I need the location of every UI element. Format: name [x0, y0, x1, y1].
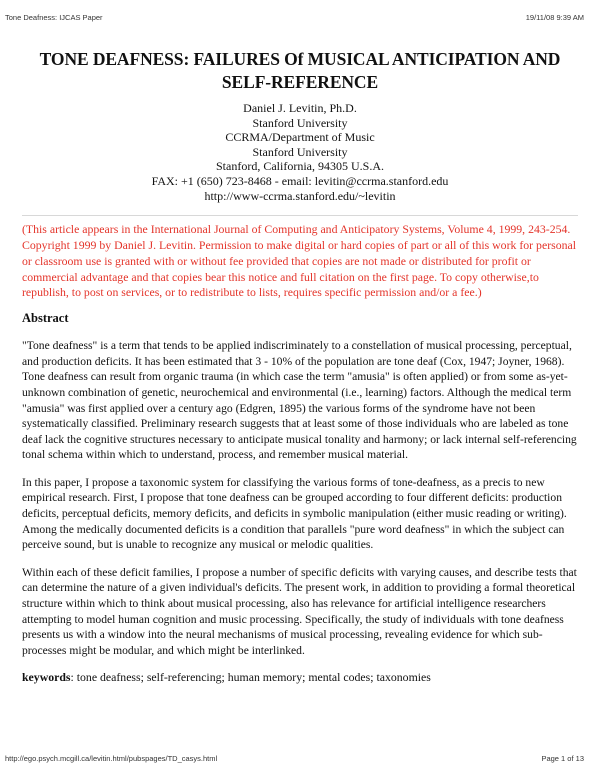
abstract-heading: Abstract — [22, 311, 69, 326]
author-affiliation: Stanford University — [252, 115, 348, 130]
author-contact: FAX: +1 (650) 723-8468 - email: levitin@ccrma.stanford.edu — [151, 173, 449, 188]
keywords-line — [22, 670, 578, 685]
author-university: Stanford University — [252, 144, 348, 159]
author-address: Stanford, California, 94305 U.S.A. — [216, 159, 384, 174]
abstract-paragraph-3: Within each of these deficit families, I propose a number of specific deficits with varying causes, and describe tests that can determine the nature of a given individual's deficits. The present work, in addition to providing a formal theoretical structure within which to think about musical processing, also has relevance for artificial intelligence researchers attempting to model human cognition and music processing. Specifically, the study of individuals with tone deafness presents us with a window into the neural mechanisms of musical processing, revealing evidence for which sub-processes might be modular, and which might be interlinked. — [22, 565, 577, 657]
author-homepage: http://www-ccrma.stanford.edu/~levitin — [204, 188, 396, 203]
author-block — [22, 101, 578, 203]
print-footer — [5, 754, 584, 763]
paper-title: TONE DEAFNESS: FAILURES Of MUSICAL ANTICIPATION AND SELF-REFERENCE — [39, 49, 561, 92]
paper-content — [22, 48, 578, 685]
print-footer-url: http://ego.psych.mcgill.ca/levitin.html/pubspages/TD_casys.html — [5, 754, 218, 763]
copyright-notice: (This article appears in the International Journal of Computing and Anticipatory Systems, Volume 4, 1999, 243-254. Copyright 1999 by Daniel J. Levitin. Permission to make digital or hard copies of part or all of this work for personal or classroom use is granted with or without fee provided that copies are not made or distributed for profit or commercial advantage and that copies bear this notice and full citation on the first page. To copy otherwise,to republish, to post on services, or to redistribute to lists, requires specific permission and/or a fee.) — [22, 215, 578, 301]
print-header — [5, 13, 584, 22]
abstract-paragraph-1: "Tone deafness" is a term that tends to be applied indiscriminately to a constellation of musical processing, perceptual, and production deficits. It has been estimated that 3 - 10% of the population are tone deaf (Cox, 1947; Joyner, 1968). Tone deafness can result from organic trauma (in which case the term "amusia" is often applied) or from some as-yet-unknown combination of genetic, neurochemical and environmental (i.e., learning) factors. Although the medical term "amusia" was first applied over a century ago (Edgren, 1895) the various forms of the syndrome have not been systematically classified. Preliminary research suggests that at least some of those individuals who are labeled as tone deaf lack the cognitive structures necessary to anticipate musical tonality and harmony; or lack internal self-referencing tonal schema within which to understand, process, and remember musical material. — [22, 339, 577, 462]
keywords-label: keywords — [22, 670, 71, 685]
author-name: Daniel J. Levitin, Ph.D. — [243, 101, 357, 115]
print-footer-page-number: Page 1 of 13 — [541, 754, 584, 763]
print-header-timestamp: 19/11/08 9:39 AM — [525, 13, 584, 22]
author-department: CCRMA/Department of Music — [225, 130, 375, 145]
keywords-text: : tone deafness; self-referencing; human memory; mental codes; taxonomies — [70, 670, 431, 685]
abstract-paragraph-2: In this paper, I propose a taxonomic system for classifying the various forms of tone-deafness, as a precis to new empirical research. First, I propose that tone deafness can be grouped according to four different deficits: production deficits, perceptual deficits, memory deficits, and deficits in symbolic manipulation (either music reading or writing). Among the medically documented deficits is a condition that parallels "pure word deafness" in which the subject can perceive sound, but is unable to recognize any musical or melodic qualities. — [22, 475, 567, 552]
print-header-title: Tone Deafness: IJCAS Paper — [5, 13, 103, 22]
